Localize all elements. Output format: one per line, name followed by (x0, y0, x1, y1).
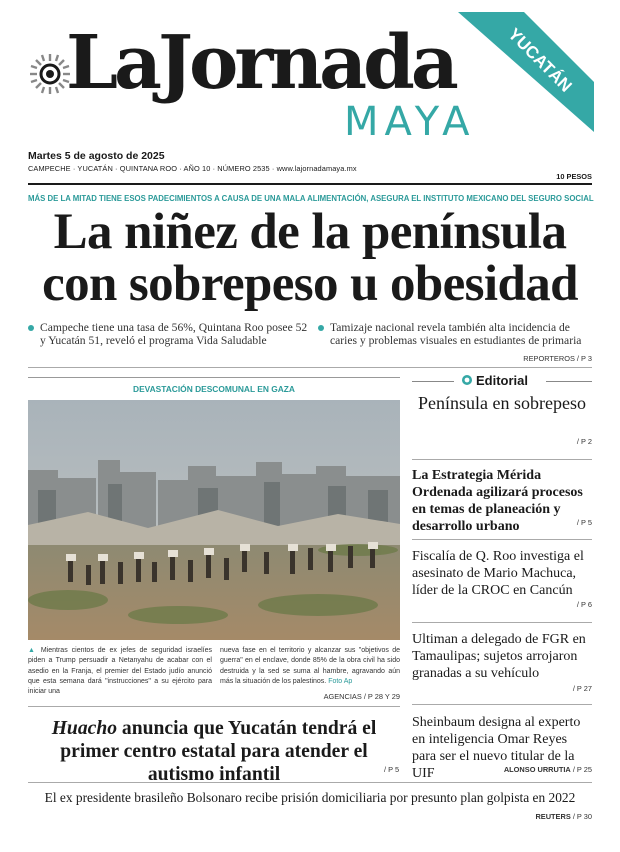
editorial-sun-icon (461, 374, 473, 386)
edition-ribbon-label: YUCATÁN (504, 24, 576, 96)
newspaper-logo-sub: MAYA (344, 99, 476, 145)
bottom-story-page: / P 30 (570, 812, 592, 821)
main-bullet (40, 322, 310, 347)
issue-price: 10 PESOS (556, 172, 592, 181)
right-story-credit: / P 27 (572, 684, 592, 693)
right-divider (412, 622, 592, 623)
left-divider (28, 706, 400, 707)
left-story-credit: / P 5 (384, 765, 400, 774)
bottom-divider (28, 782, 592, 783)
photo-caption-part1: Mientras cientos de ex jefes de seguridad israelíes piden a Trump persuadir a Netanyahu de acabar con el asedio en la Franja, el premier del Estado judío anunció que esta semana dará "instrucciones" a su ejército para iniciar una (28, 647, 212, 696)
bullet-dot-icon (318, 325, 324, 331)
bullet-dot-icon (28, 325, 34, 331)
photo-caption-part2: nueva fase en el territorio y alcanzar sus "objetivos de guerra" en el enclave, donde 85% de la obra civil ha sido destruida y la sed se suma al hambre, agravando aún más la situación de los palestinos. (220, 647, 400, 685)
editorial-label: Editorial (476, 373, 529, 388)
issue-info: CAMPECHE · YUCATÁN · QUINTANA ROO · AÑO 10 · NÚMERO 2535 · www.lajornadamaya.mx (28, 164, 357, 173)
bottom-story-author: REUTERS (535, 812, 571, 821)
main-bullet (330, 322, 592, 347)
left-story-headline-text: anuncia que Yucatán tendrá el primer centro estatal para atender el autismo infantil (60, 718, 377, 785)
main-kicker: MÁS DE LA MITAD TIENE ESOS PADECIMIENTOS A CAUSA DE UNA MALA ALIMENTACIÓN, ASEGURA EL INSTITUTO MEXICANO DEL SEGURO SOCIAL (28, 194, 594, 203)
photo-divider (28, 377, 400, 378)
editorial-credit: / P 2 (576, 437, 592, 446)
right-story-credit: / P 6 (576, 600, 592, 609)
photo-story-credit: AGENCIAS / P 28 Y 29 (323, 692, 400, 701)
section-divider (28, 367, 592, 368)
right-story-credit (504, 765, 592, 774)
main-bullet-text: Tamizaje nacional revela también alta incidencia de caries y problemas visuales en estudiantes de primaria (330, 321, 582, 347)
editorial-divider (546, 381, 592, 382)
right-story-headline[interactable]: Sheinbaum designa al experto en inteligencia Omar Reyes para ser el nuevo titular de la UIF (412, 715, 581, 781)
photo-kicker: DEVASTACIÓN DESCOMUNAL EN GAZA (133, 384, 295, 394)
edition-ribbon (0, 0, 620, 160)
caption-triangle-icon: ▲ (28, 647, 37, 654)
right-divider (412, 539, 592, 540)
right-story-headline[interactable]: Ultiman a delegado de FGR en Tamaulipas; sujetos arrojaron granadas a su vehículo (412, 632, 586, 681)
main-headline-line1: La niñez de la península (53, 204, 567, 260)
right-divider (412, 704, 592, 705)
photo-caption (220, 646, 400, 687)
left-story-headline-italic: Huacho (51, 718, 118, 739)
right-story-page: / P 25 (570, 765, 592, 774)
photo-caption (28, 646, 212, 697)
right-divider (412, 459, 592, 460)
main-bullet-text: Campeche tiene una tasa de 56%, Quintana Roo posee 52 y Yucatán 51, reveló el programa Vida Saludable (40, 321, 308, 347)
left-story-headline[interactable] (28, 717, 400, 786)
editorial-title[interactable]: Península en sobrepeso (418, 393, 586, 413)
right-story-credit: / P 5 (576, 518, 592, 527)
main-headline-line2: con sobrepeso u obesidad (42, 256, 578, 312)
main-credit: REPORTEROS / P 3 (523, 354, 592, 363)
bottom-story-credit (535, 812, 592, 821)
main-headline[interactable] (28, 206, 592, 310)
right-story-headline[interactable]: Fiscalía de Q. Roo investiga el asesinato de Mario Machuca, líder de la CROC en Cancún (412, 549, 584, 598)
right-story-headline[interactable]: La Estrategia Mérida Ordenada agilizará procesos en temas de planeación y desarrollo urbano (412, 468, 583, 534)
gaza-photo[interactable] (28, 400, 400, 640)
bottom-story-headline[interactable]: El ex presidente brasileño Bolsonaro recibe prisión domiciliaria por presunto plan golpista en 2022 (44, 790, 576, 805)
issue-date: Martes 5 de agosto de 2025 (28, 150, 165, 162)
masthead-divider (28, 183, 592, 185)
editorial-divider (412, 381, 454, 382)
photo-credit: Foto Ap (328, 677, 353, 685)
newspaper-logo: LaJornada (66, 20, 455, 106)
right-story-author: ALONSO URRUTIA (503, 765, 571, 774)
